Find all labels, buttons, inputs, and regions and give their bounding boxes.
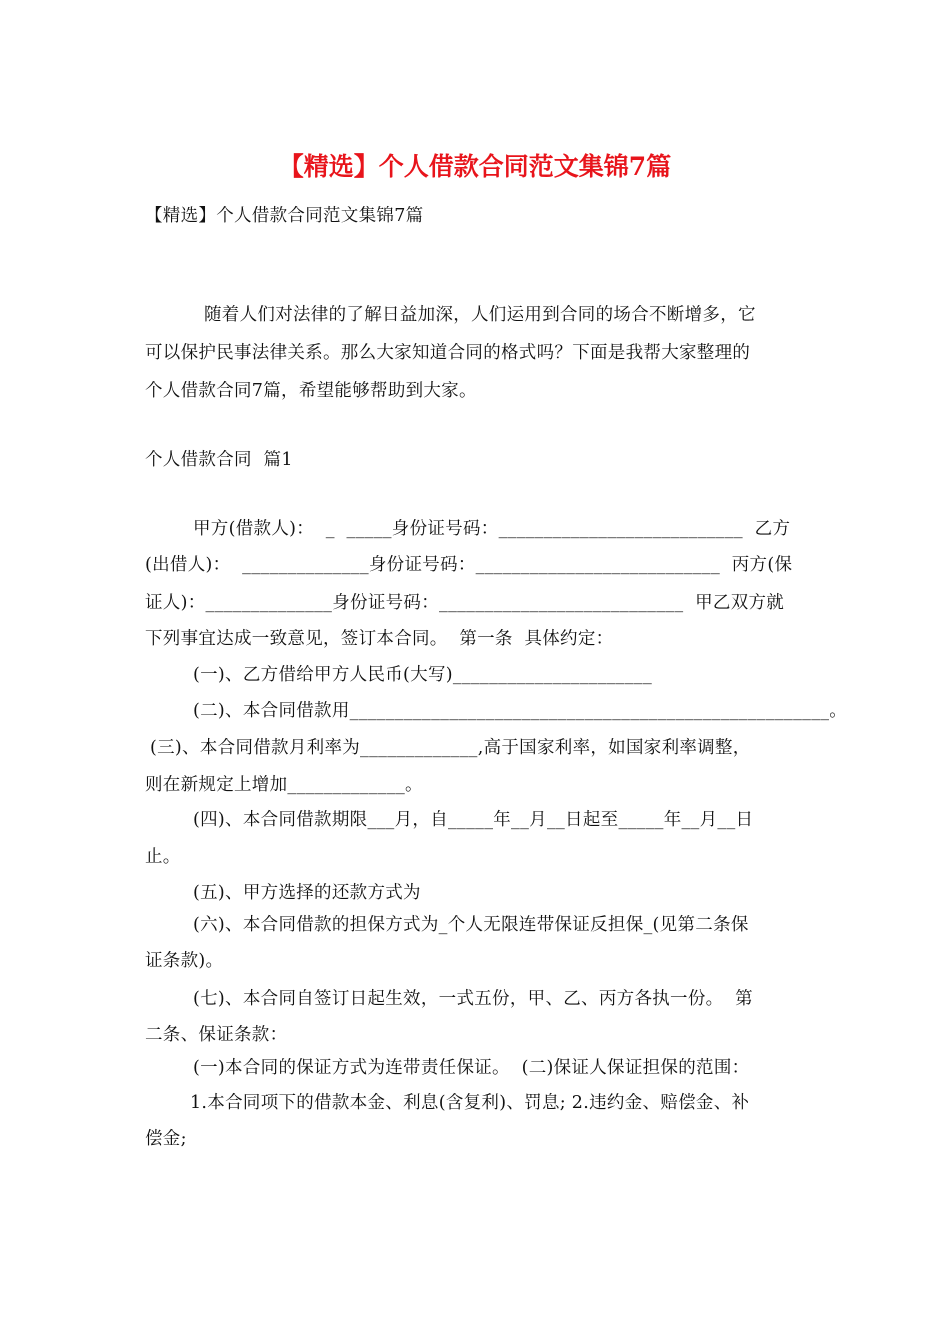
body-line: (出借人)： ______________身份证号码：___________________________ 丙方(保: [145, 555, 793, 575]
body-line: (一)本合同的保证方式为连带责任保证。 (二)保证人保证担保的范围：: [193, 1058, 750, 1078]
intro-line-2: 可以保护民事法律关系。那么大家知道合同的格式吗？下面是我帮大家整理的: [145, 343, 751, 363]
body-line: 1.本合同项下的借款本金、利息(含复利)、罚息; 2.违约金、赔偿金、补: [190, 1093, 750, 1113]
body-line: 则在新规定上增加_____________。: [145, 775, 423, 795]
document-subtitle: 【精选】个人借款合同范文集锦7篇: [145, 206, 424, 226]
body-line: (五)、甲方选择的还款方式为: [193, 883, 421, 903]
body-line: 偿金;: [145, 1129, 187, 1149]
document-title: 【精选】个人借款合同范文集锦7篇: [278, 152, 672, 181]
body-line: 二条、保证条款：: [145, 1025, 288, 1045]
body-line: (七)、本合同自签订日起生效，一式五份，甲、乙、丙方各执一份。 第: [193, 989, 753, 1009]
section-heading: 个人借款合同 篇1: [145, 450, 293, 470]
body-line: (三)、本合同借款月利率为_____________,高于国家利率，如国家利率调整，: [150, 738, 751, 758]
body-line: 下列事宜达成一致意见，签订本合同。 第一条 具体约定：: [145, 629, 614, 649]
intro-line-3: 个人借款合同7篇，希望能够帮助到大家。: [145, 381, 477, 401]
body-line: 证人)：______________身份证号码：___________________________ 甲乙双方就: [145, 593, 785, 613]
intro-line-1: 随着人们对法律的了解日益加深，人们运用到合同的场合不断增多，它: [204, 305, 756, 325]
body-line: (二)、本合同借款用_____________________________________________________。: [193, 701, 848, 721]
body-line: (一)、乙方借给甲方人民币(大写)______________________: [193, 665, 653, 685]
body-line: (六)、本合同借款的担保方式为_个人无限连带保证反担保_(见第二条保: [193, 915, 749, 935]
body-line: (四)、本合同借款期限___月，自_____年__月__日起至_____年__月__日: [193, 810, 754, 830]
body-line: 证条款)。: [145, 951, 224, 971]
body-line: 止。: [145, 847, 181, 867]
body-line: 甲方(借款人)： _ _____身份证号码：___________________________ 乙方: [193, 519, 791, 539]
